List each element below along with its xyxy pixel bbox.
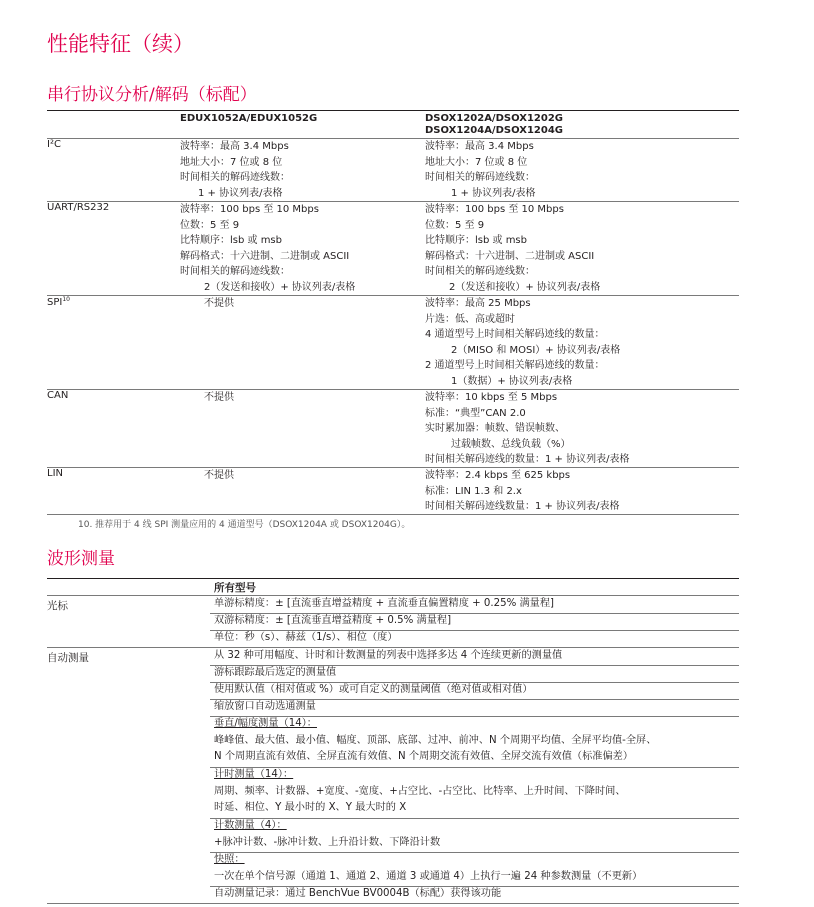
can-label: CAN	[47, 390, 69, 401]
cursor-line-3: 单位：秒（s）、赫兹（1/s）、相位（度）	[214, 632, 398, 643]
serial-col1-header: EDUX1052A/EDUX1052G	[180, 113, 318, 124]
timing-measure-block: 计时测量（14）： 周期、频率、计数器、+宽度、-宽度、+占空比、-占空比、比特率、上升时间、下降时间、 时延、相位、Y 最小时的 X、Y 最大时的 X	[214, 769, 626, 814]
cursor-line-1: 单游标精度：± [直流垂直增益精度 + 直流垂直偏置精度 + 0.25% 满量程]	[214, 598, 555, 609]
auto-line-1: 从 32 种可用幅度、计时和计数测量的列表中选择多达 4 个连续更新的测量值	[214, 650, 563, 661]
lin-rule	[47, 514, 739, 515]
footnote: 10. 推荐用于 4 线 SPI 测量应用的 4 通道型号（DSOX1204A 或 DSOX1204G）。	[78, 520, 411, 530]
uart-label: UART/RS232	[47, 202, 110, 213]
serial-header-rule	[47, 138, 739, 139]
cursor-line-2: 双游标精度：± [直流垂直增益精度 + 0.5% 满量程]	[214, 615, 452, 626]
auto-measure-label: 自动测量	[47, 652, 89, 664]
lin-col1: 不提供	[204, 470, 234, 481]
count-measure-block: 计数测量（4）： +脉冲计数、-脉冲计数、上升沿计数、下降沿计数	[214, 820, 441, 848]
vertical-measure-block: 垂直/幅度测量（14）： 峰峰值、最大值、最小值、幅度、顶部、底部、过冲、前冲、N 个周期平均值、全屏平均值-全屏、 N 个周期直流有效值、全屏直流有效值、N 个周期交流有效值、全屏交流有效值（标准偏差）	[214, 718, 657, 763]
auto-log-line: 自动测量记录：通过 BenchVue BV0004B（标配）获得该功能	[214, 888, 502, 899]
lin-label: LIN	[47, 468, 64, 479]
spi-label: SPI$^{10}$	[47, 296, 70, 308]
can-col1: 不提供	[204, 392, 234, 403]
spi-rule	[47, 389, 739, 390]
waveform-bottom-rule	[47, 903, 739, 904]
all-models-header: 所有型号	[214, 582, 256, 594]
cursor-label: 光标	[47, 600, 68, 612]
auto-line-4: 缩放窗口自动选通测量	[214, 701, 316, 712]
waveform-table-top-rule	[47, 578, 739, 579]
lin-col2: 波特率：2.4 kbps 至 625 kbps 标准：LIN 1.3 和 2.x 时间相关解码迹线数量：1 + 协议列表/表格	[425, 470, 620, 513]
waveform-section-heading: 波形测量	[47, 549, 115, 569]
serial-col2-header-line2: DSOX1204A/DSOX1204G	[425, 125, 563, 136]
i2c-rule	[47, 201, 739, 202]
can-col2: 波特率：10 kbps 至 5 Mbps 标准：“典型”CAN 2.0 实时累加器：帧数、错误帧数、 过载帧数、总线负载（%） 时间相关解码迹线的数量：1 + 协议列表/表格	[425, 392, 630, 466]
auto-line-3: 使用默认值（相对值或 %）或可自定义的测量阈值（绝对值或相对值）	[214, 684, 533, 695]
serial-col2-header-line1: DSOX1202A/DSOX1202G	[425, 113, 563, 124]
uart-rule	[47, 295, 739, 296]
uart-col1: 波特率：100 bps 至 10 Mbps 位数：5 至 9 比特顺序：lsb 或 msb 解码格式：十六进制、二进制或 ASCII 时间相关的解码迹线数： 2（发送和接收）+ 协议列表/表格	[180, 204, 356, 293]
i2c-label: I²C	[47, 139, 61, 150]
spi-col2: 波特率：最高 25 Mbps 片选：低、高或超时 4 通道型号上时间相关解码迹线的数量： 2（MISO 和 MOSI）+ 协议列表/表格 2 通道型号上时间相关解码迹线的数量： 1（数据）+ 协议列表/表格	[425, 298, 621, 387]
serial-section-heading: 串行协议分析/解码（标配）	[47, 85, 257, 105]
serial-table-top-rule	[47, 110, 739, 111]
uart-col2: 波特率：100 bps 至 10 Mbps 位数：5 至 9 比特顺序：lsb 或 msb 解码格式：十六进制、二进制或 ASCII 时间相关的解码迹线数： 2（发送和接收）+ 协议列表/表格	[425, 204, 601, 293]
snapshot-block: 快照： 一次在单个信号源（通道 1、通道 2、通道 3 或通道 4）上执行一遍 24 种参数测量（不更新）	[214, 854, 643, 882]
can-rule	[47, 467, 739, 468]
auto-line-2: 游标跟踪最后选定的测量值	[214, 667, 337, 678]
i2c-col1: 波特率：最高 3.4 Mbps 地址大小：7 位或 8 位 时间相关的解码迹线数： 1 + 协议列表/表格	[180, 141, 290, 199]
page-title: 性能特征（续）	[47, 32, 194, 56]
i2c-col2: 波特率：最高 3.4 Mbps 地址大小：7 位或 8 位 时间相关的解码迹线数： 1 + 协议列表/表格	[425, 141, 536, 199]
spi-col1: 不提供	[204, 298, 234, 309]
